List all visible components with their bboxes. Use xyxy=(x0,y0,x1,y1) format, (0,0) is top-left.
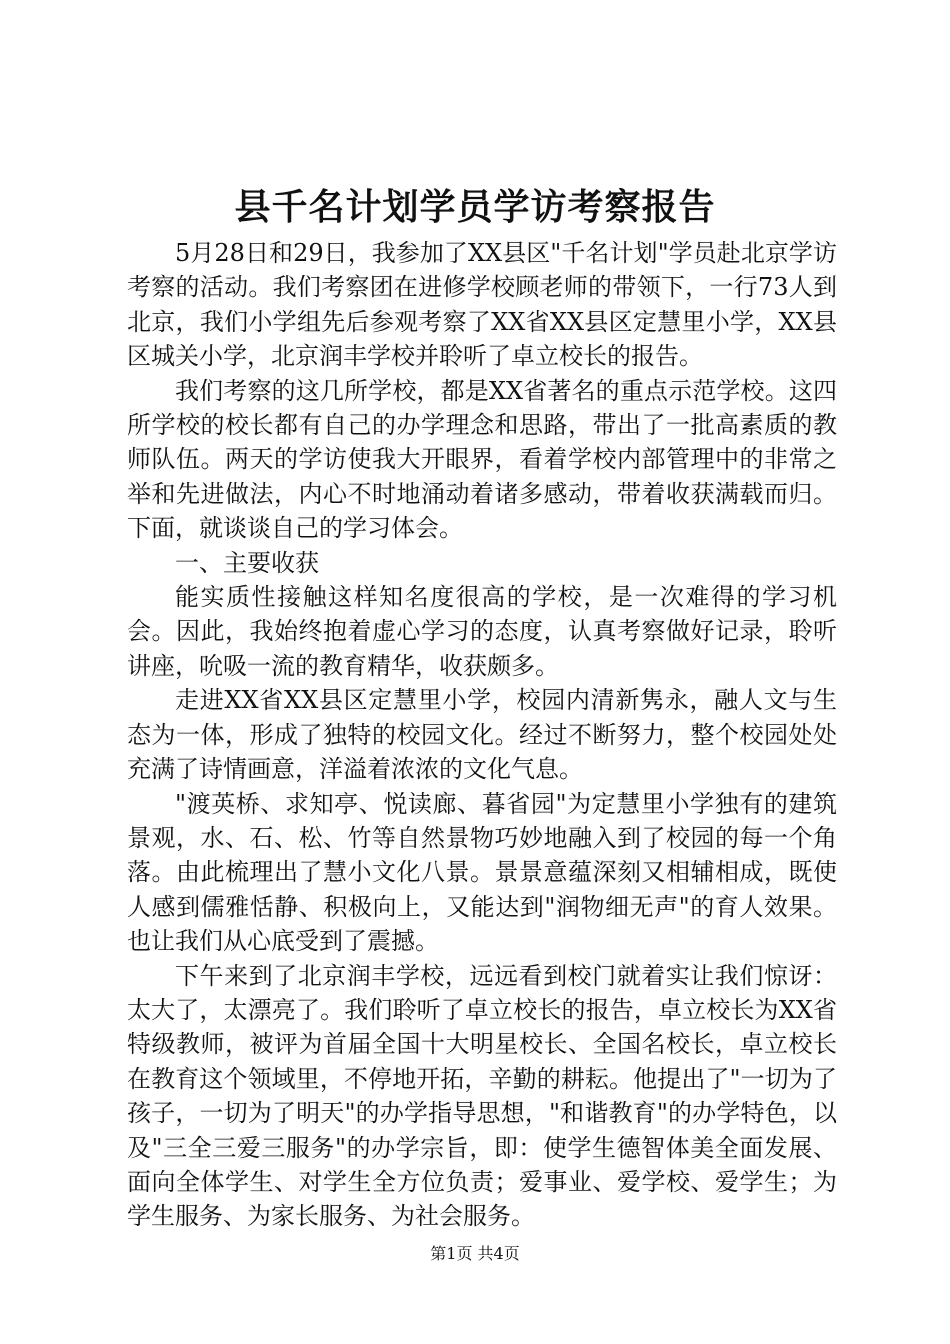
section-paragraph-4: 下午来到了北京润丰学校，远远看到校门就着实让我们惊讶：太大了，太漂亮了。我们聆听了卓立校长的报告，卓立校长为XX省特级教师，被评为首届全国十大明星校长、全国名校长，卓立校长在教育这个领域里，不停地开拓，辛勤的耕耘。他提出了"一切为了孩子，一切为了明天"的办学指导思想，"和谐教育"的办学特色，以及"三全三爱三服务"的办学宗旨，即：使学生德智体美全面发展、面向全体学生、对学生全方位负责；爱事业、爱学校、爱学生；为学生服务、为家长服务、为社会服务。 xyxy=(127,961,837,1231)
page-number-footer: 第1页 共4页 xyxy=(430,1244,520,1263)
section-paragraph-1: 能实质性接触这样知名度很高的学校，是一次难得的学习机会。因此，我始终抱着虚心学习的态度，认真考察做好记录，聆听讲座，吮吸一流的教育精华，收获颇多。 xyxy=(127,583,837,680)
document-body xyxy=(127,236,837,1234)
section-paragraph-3: "渡英桥、求知亭、悦读廊、暮省园"为定慧里小学独有的建筑景观，水、石、松、竹等自然景物巧妙地融入到了校园的每一个角落。由此梳理出了慧小文化八景。景景意蕴深刻又相辅相成，既使人感到儒雅恬静、积极向上，又能达到"润物细无声"的育人效果。也让我们从心底受到了震撼。 xyxy=(127,789,837,956)
document-title: 县千名计划学员学访考察报告 xyxy=(234,186,716,228)
intro-paragraph-1: 5月28日和29日，我参加了XX县区"千名计划"学员赴北京学访考察的活动。我们考察团在进修学校顾老师的带领下，一行73人到北京，我们小学组先后参观考察了XX省XX县区定慧里小学，XX县区城关小学，北京润丰学校并聆听了卓立校长的报告。 xyxy=(127,239,837,371)
section-paragraph-2: 走进XX省XX县区定慧里小学，校园内清新隽永，融人文与生态为一体，形成了独特的校园文化。经过不断努力，整个校园处处充满了诗情画意，洋溢着浓浓的文化气息。 xyxy=(127,686,837,784)
section-heading: 一、主要收获 xyxy=(175,548,319,577)
intro-paragraph-2: 我们考察的这几所学校，都是XX省著名的重点示范学校。这四所学校的校长都有自己的办学理念和思路，带出了一批高素质的教师队伍。两天的学访使我大开眼界，看着学校内部管理中的非常之举和先进做法，内心不时地涌动着诸多感动，带着收获满载而归。下面，就谈谈自己的学习体会。 xyxy=(127,376,837,543)
